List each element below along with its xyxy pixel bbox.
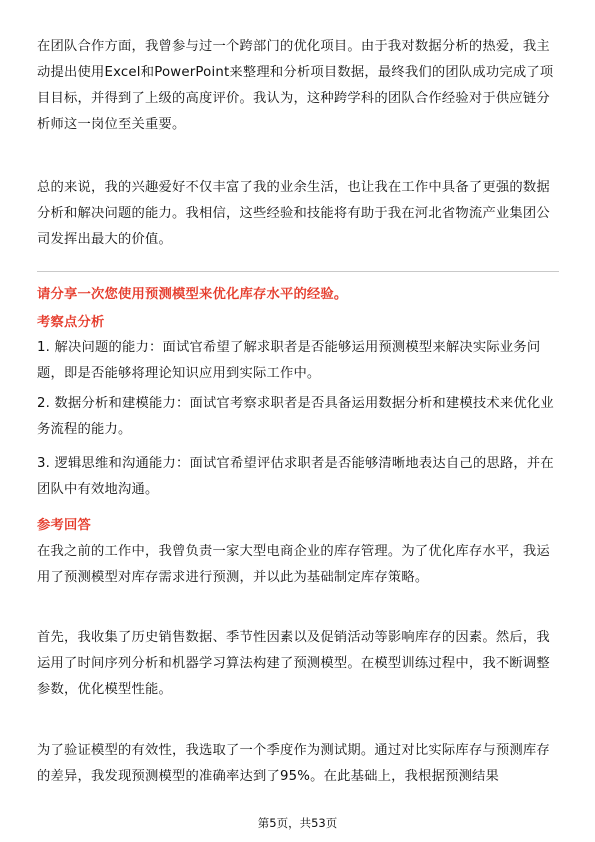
page-number: 第5页，共53页 [257, 816, 338, 830]
answer-paragraph-1-text: 在我之前的工作中，我曾负责一家大型电商企业的库存管理。为了优化库存水平，我运用了预测模型对库存需求进行预测，并以此为基础制定库存策略。 [37, 544, 550, 585]
answer-paragraph-2 [37, 625, 561, 703]
analysis-item-1-text: 1. 解决问题的能力：面试官希望了解求职者是否能够运用预测模型来解决实际业务问题，即是否能够将理论知识应用到实际工作中。 [37, 340, 541, 381]
analysis-item-3 [37, 451, 561, 503]
analysis-item-2 [37, 391, 561, 443]
answer-paragraph-3-text: 为了验证模型的有效性，我选取了一个季度作为测试期。通过对比实际库存与预测库存的差异，我发现预测模型的准确率达到了95%。在此基础上，我根据预测结果 [37, 743, 550, 784]
answer-paragraph-2-text: 首先，我收集了历史销售数据、季节性因素以及促销活动等影响库存的因素。然后，我运用了时间序列分析和机器学习算法构建了预测模型。在模型训练过程中，我不断调整参数，优化模型性能。 [37, 630, 550, 697]
analysis-item-1 [37, 335, 561, 387]
intro-paragraph-teamwork [37, 34, 561, 138]
interview-question: 请分享一次您使用预测模型来优化库存水平的经验。 [37, 287, 348, 302]
intro-paragraph-summary [37, 175, 561, 253]
analysis-item-3-text: 3. 逻辑思维和沟通能力：面试官希望评估求职者是否能够清晰地表达自己的思路，并在团队中有效地沟通。 [37, 456, 554, 497]
analysis-heading: 考察点分析 [37, 315, 105, 330]
section-divider [37, 271, 559, 272]
answer-paragraph-1 [37, 539, 561, 591]
answer-paragraph-3 [37, 738, 561, 790]
analysis-item-2-text: 2. 数据分析和建模能力：面试官考察求职者是否具备运用数据分析和建模技术来优化业务流程的能力。 [37, 396, 554, 437]
intro-paragraph-summary-text: 总的来说，我的兴趣爱好不仅丰富了我的业余生活，也让我在工作中具备了更强的数据分析和解决问题的能力。我相信，这些经验和技能将有助于我在河北省物流产业集团公司发挥出最大的价值。 [37, 180, 550, 247]
intro-paragraph-teamwork-text: 在团队合作方面，我曾参与过一个跨部门的优化项目。由于我对数据分析的热爱，我主动提出使用Excel和PowerPoint来整理和分析项目数据，最终我们的团队成功完成了项目目标，并得到了上级的高度评价。我认为，这种跨学科的团队合作经验对于供应链分析师这一岗位至关重要。 [37, 39, 554, 132]
answer-heading: 参考回答 [37, 518, 91, 533]
